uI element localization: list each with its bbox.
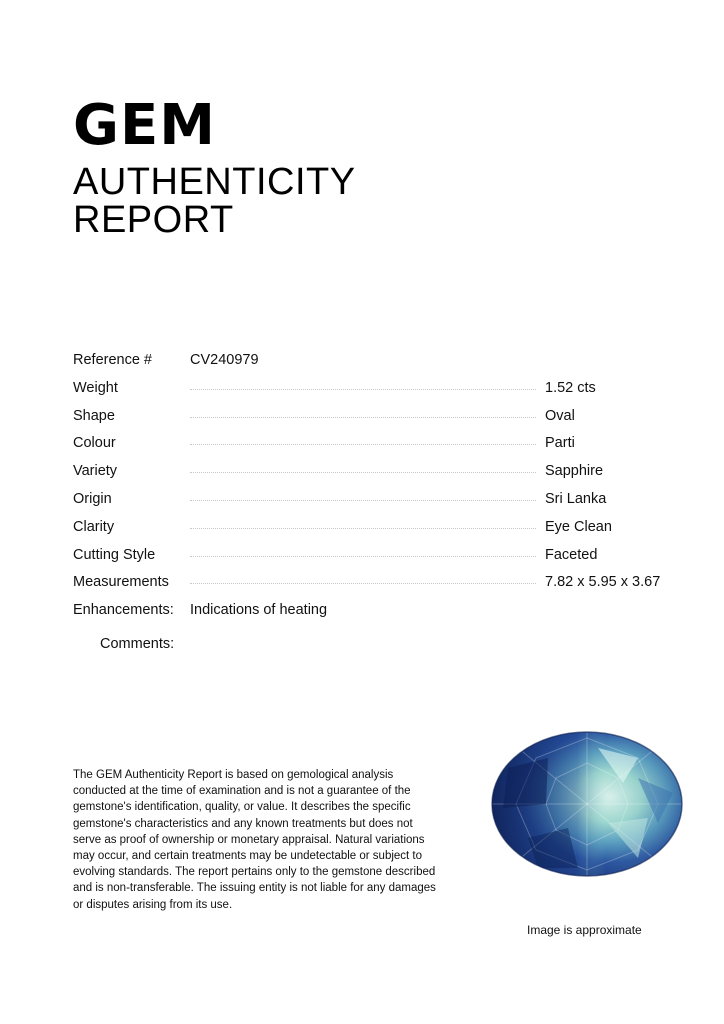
field-value: Sapphire [545,463,604,480]
dotted-leader [190,444,536,445]
field-value: 7.82 x 5.95 x 3.67 [545,574,661,591]
field-label: Clarity [73,518,115,535]
dotted-leader [190,556,536,557]
enhancements-label: Enhancements: [73,602,174,619]
field-value: Oval [545,407,575,424]
clarity-row [73,514,673,542]
colour-row [73,430,673,458]
field-label: Weight [73,379,118,396]
dotted-leader [190,528,536,529]
cutting-style-row [73,542,673,570]
field-label: Colour [73,435,116,452]
field-value: 1.52 cts [545,379,596,396]
field-value: Eye Clean [545,518,612,535]
field-label: Measurements [73,574,169,591]
gemstone-image [488,728,686,880]
dotted-leader [190,500,536,501]
report-title: GEM [73,93,216,158]
field-value: Parti [545,435,575,452]
field-label: Origin [73,490,112,507]
image-caption: Image is approximate [527,923,642,937]
dotted-leader [190,389,536,390]
reference-label: Reference # [73,352,152,368]
weight-row [73,375,673,403]
subtitle-line-1: AUTHENTICITY [73,161,356,203]
reference-value: CV240979 [190,352,259,368]
enhancements-row [73,597,673,625]
origin-row [73,486,673,514]
enhancements-value: Indications of heating [190,602,328,619]
field-value: Faceted [545,546,598,563]
disclaimer-text: The GEM Authenticity Report is based on gemological analysis conducted at the time of examination and is not a guarantee of the gemstone's identification, quality, or value. It describes the specific gemstone's characteristics and any known treatments but does not serve as proof of ownership or monetary appraisal. Natural variations may occur, and certain treatments may be undetectable or subject to evolving standards. The report pertains only to the gemstone described and is non-transferable. The issuing entity is not liable for any damages or disputes arising from its use. [73,769,436,911]
shape-row [73,403,673,431]
measurements-row [73,569,673,597]
comments-label: Comments: [100,636,175,652]
subtitle-line-2: REPORT [73,199,234,241]
field-label: Shape [73,407,115,424]
report-subtitle [73,163,356,239]
field-label: Cutting Style [73,546,156,563]
dotted-leader [190,583,536,584]
variety-row [73,458,673,486]
field-value: Sri Lanka [545,490,607,507]
dotted-leader [190,472,536,473]
reference-row [73,347,673,375]
dotted-leader [190,417,536,418]
gem-details-list [73,347,673,625]
field-label: Variety [73,463,118,480]
